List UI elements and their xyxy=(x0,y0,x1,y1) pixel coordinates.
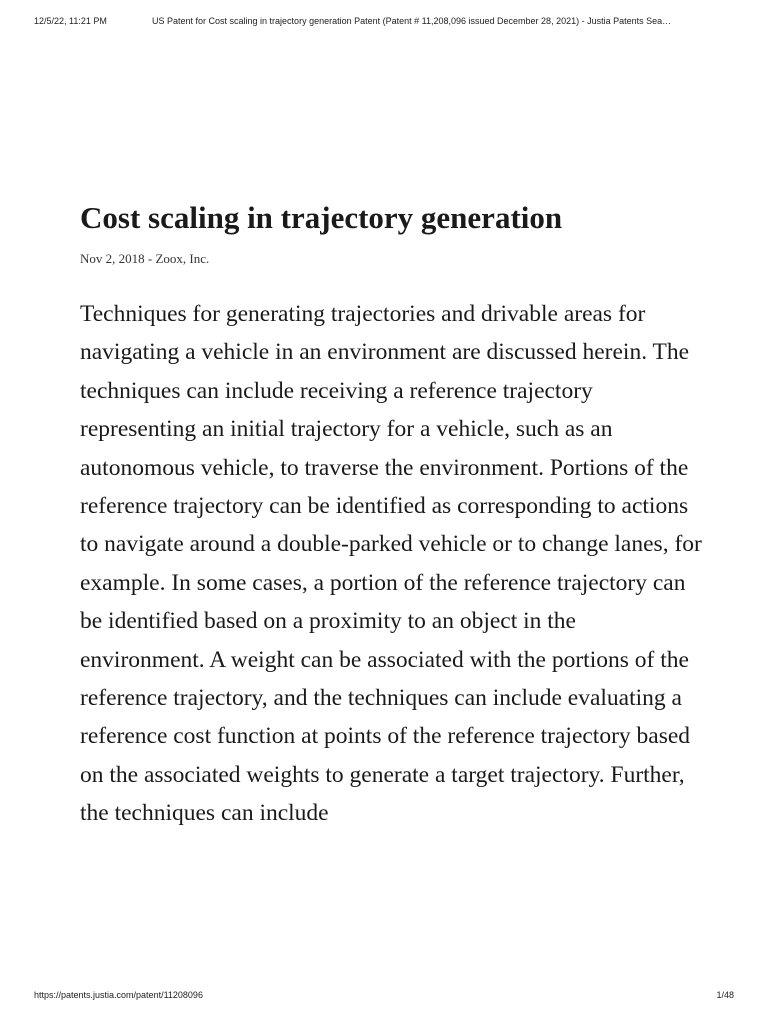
print-url: https://patents.justia.com/patent/11208096 xyxy=(34,990,203,1000)
print-date: 12/5/22, 11:21 PM xyxy=(34,16,107,26)
patent-abstract: Techniques for generating trajectories and drivable areas for navigating a vehicle in an environment are discussed herein. The techniques can include receiving a reference trajectory representing an initial trajectory for a vehicle, such as an autonomous vehicle, to traverse the environment. Portions of the reference trajectory can be identified as corresponding to actions to navigate around a double-parked vehicle or to change lanes, for example. In some cases, a portion of the reference trajectory can be identified based on a proximity to an object in the environment. A weight can be associated with the portions of the reference trajectory, and the techniques can include evaluating a reference cost function at points of the reference trajectory based on the associated weights to generate a target trajectory. Further, the techniques can include xyxy=(80,301,702,827)
patent-meta: Nov 2, 2018 - Zoox, Inc. xyxy=(80,251,210,266)
print-document-title: US Patent for Cost scaling in trajectory generation Patent (Patent # 11,208,096 issued December 28, 2021) - Justia Patents Sea… xyxy=(152,16,672,26)
print-footer xyxy=(34,990,734,1004)
page-number: 1/48 xyxy=(716,990,734,1000)
print-header xyxy=(34,16,734,32)
patent-title: Cost scaling in trajectory generation xyxy=(80,200,563,235)
